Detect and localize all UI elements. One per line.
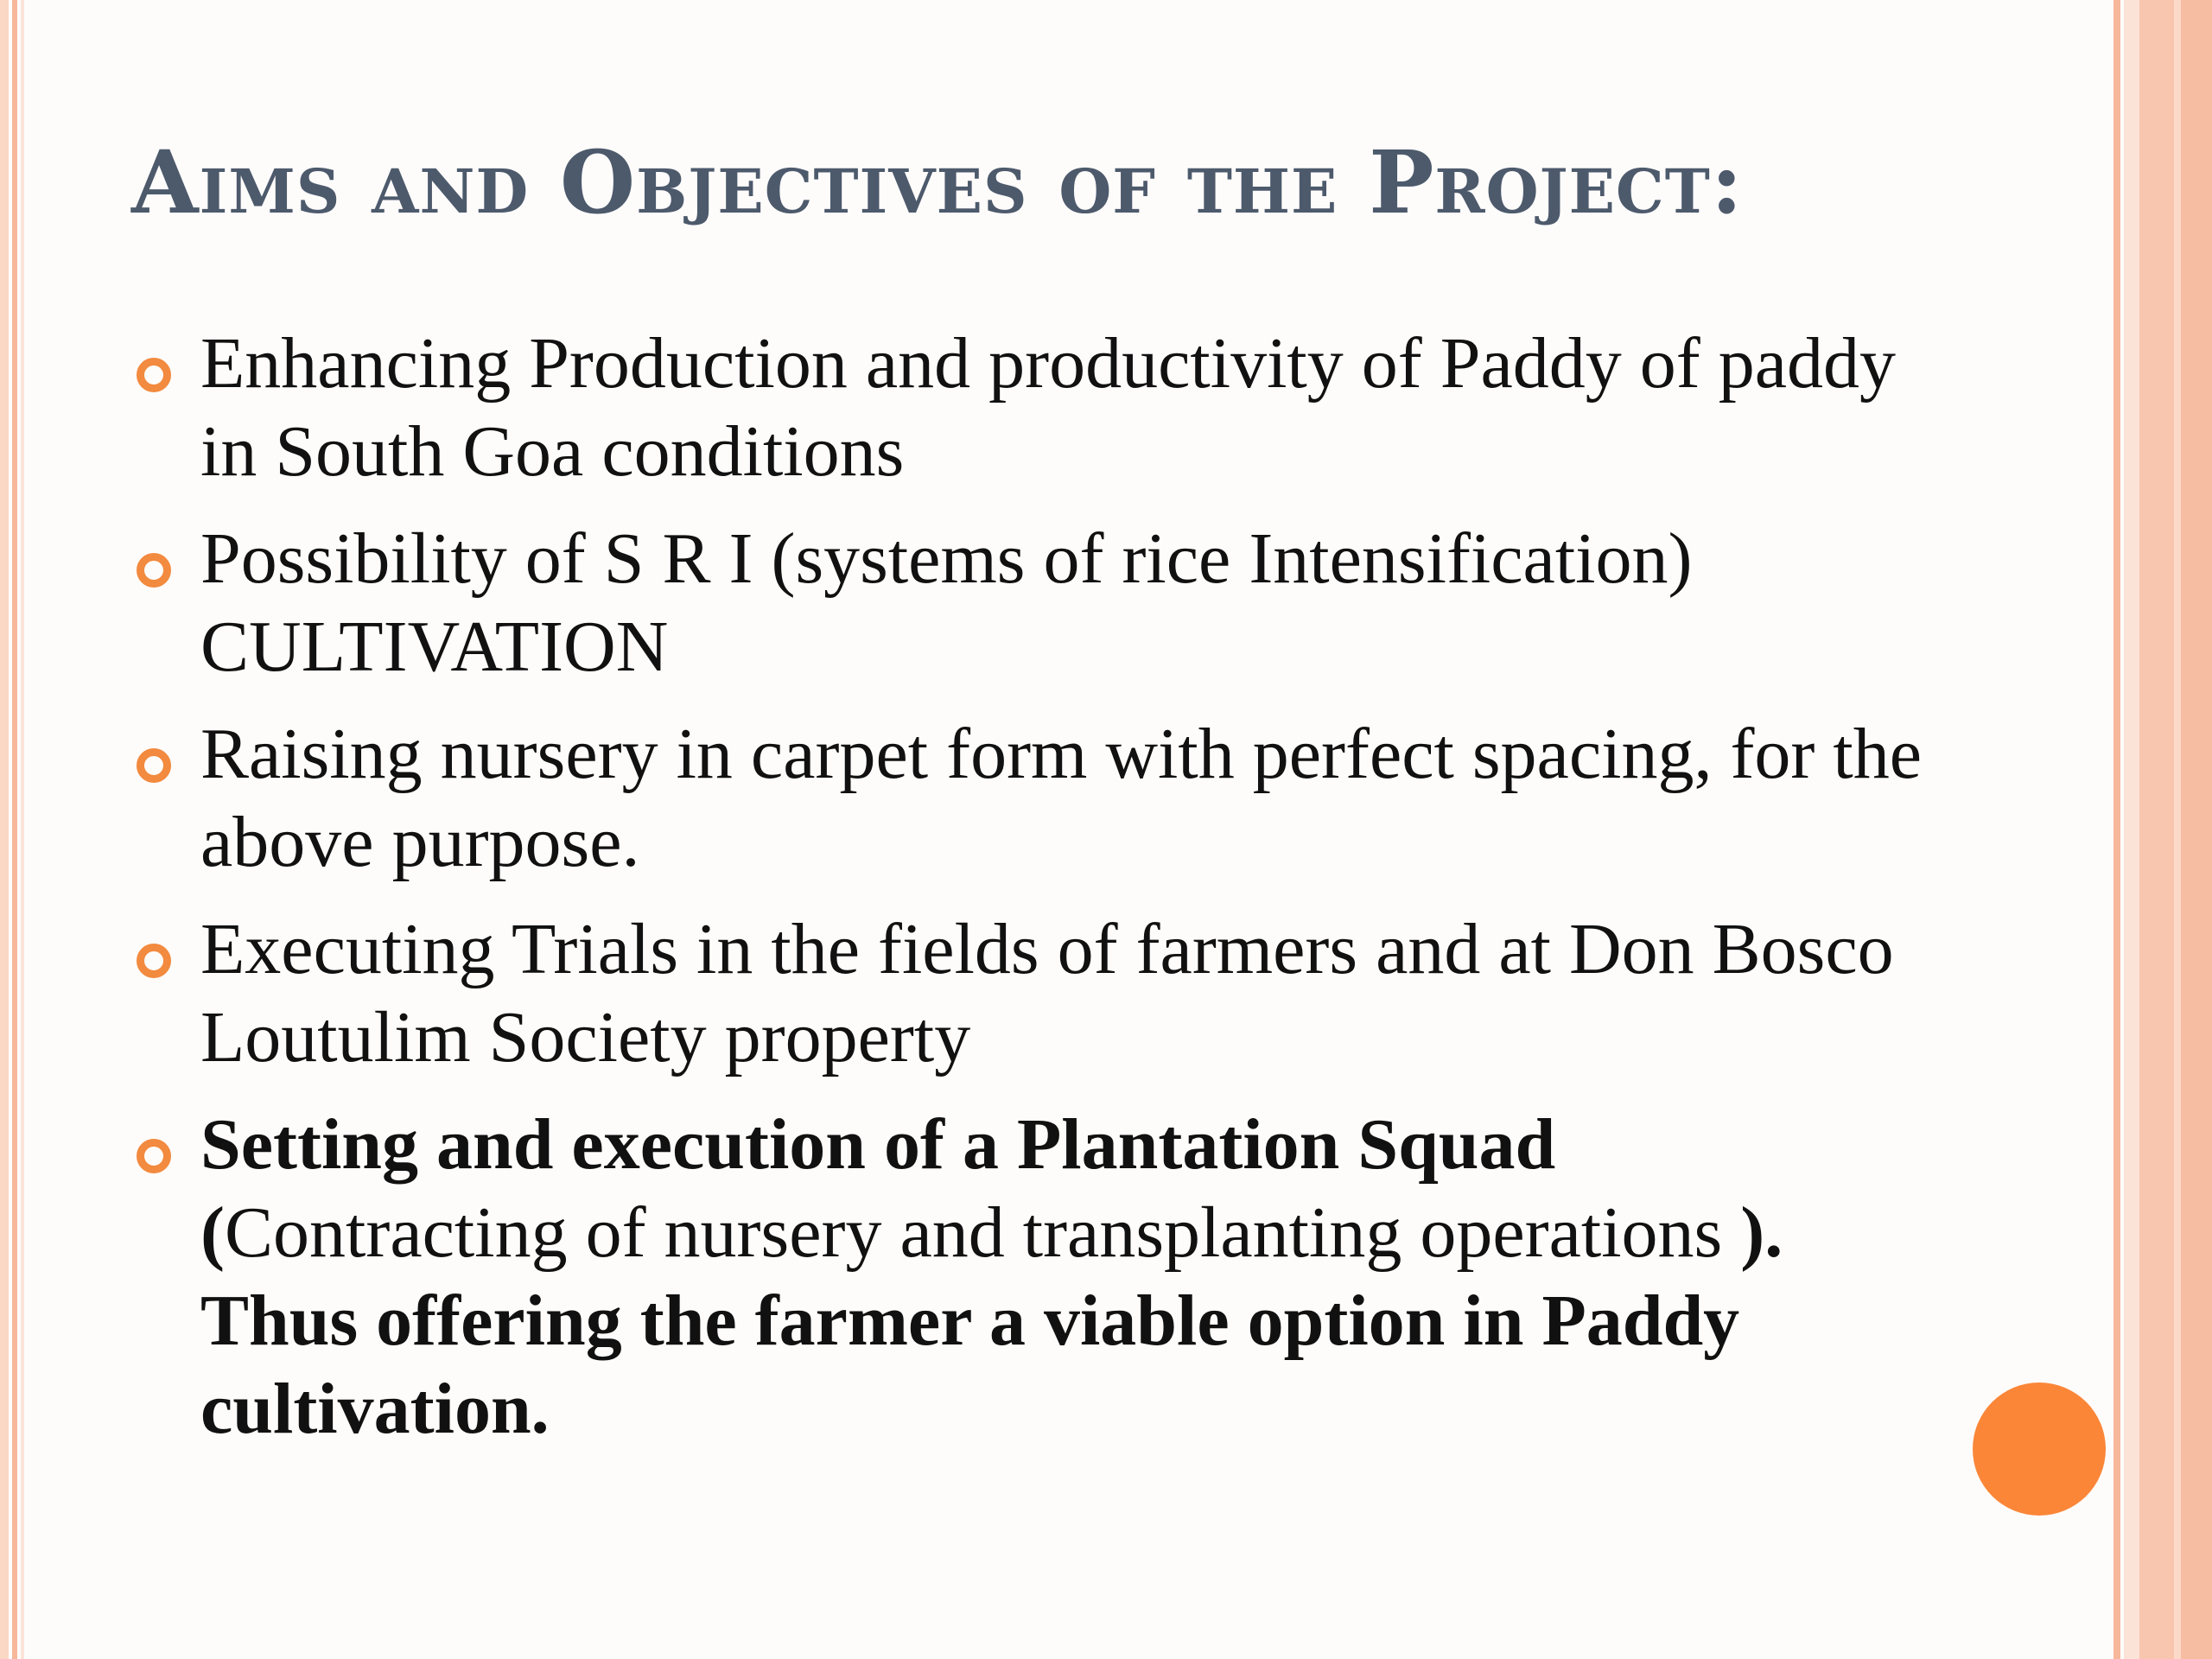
- bullet-list: [131, 320, 1929, 1472]
- left-border-stripe: [21, 0, 24, 1659]
- bullet-text: Enhancing Production and productivity of Paddy of paddy in South Goa conditions: [200, 323, 1896, 492]
- right-border-stripe: [2139, 0, 2174, 1659]
- right-border-stripe: [2113, 0, 2120, 1659]
- bullet-text: Executing Trials in the fields of farmers and at Don Bosco Loutulim Society property: [200, 909, 1894, 1077]
- bullet-item: [131, 515, 1929, 691]
- bullet-circle-icon: [137, 944, 171, 978]
- bullet-text-bold: ). Thus offering the farmer a viable option in Paddy cultivation.: [200, 1192, 1783, 1449]
- bullet-item: [131, 1101, 1929, 1453]
- bullet-text-normal: Contracting of nursery and transplanting operations: [224, 1192, 1741, 1273]
- right-border-stripe: [2181, 0, 2212, 1659]
- bullet-circle-icon: [137, 748, 171, 783]
- bullet-circle-icon: [137, 1139, 171, 1173]
- bullet-item: [131, 906, 1929, 1082]
- bullet-circle-icon: [137, 553, 171, 588]
- bullet-text-bold: Setting and execution of a Plantation Squad (: [200, 1104, 1556, 1273]
- bullet-text: Possibility of S R I (systems of rice Intensification) CULTIVATION: [200, 518, 1693, 687]
- right-border-stripe: [2174, 0, 2181, 1659]
- left-border-stripe: [12, 0, 17, 1659]
- bullet-item: [131, 710, 1929, 887]
- slide-title: Aims and Objectives of the Project:: [131, 131, 1744, 233]
- right-border-stripe: [2124, 0, 2139, 1659]
- left-border-stripe: [0, 0, 9, 1659]
- bullet-text: Raising nursery in carpet form with perfect spacing, for the above purpose.: [200, 714, 1923, 882]
- bullet-item: [131, 320, 1929, 496]
- orange-dot-icon: [1973, 1382, 2106, 1516]
- bullet-circle-icon: [137, 358, 171, 392]
